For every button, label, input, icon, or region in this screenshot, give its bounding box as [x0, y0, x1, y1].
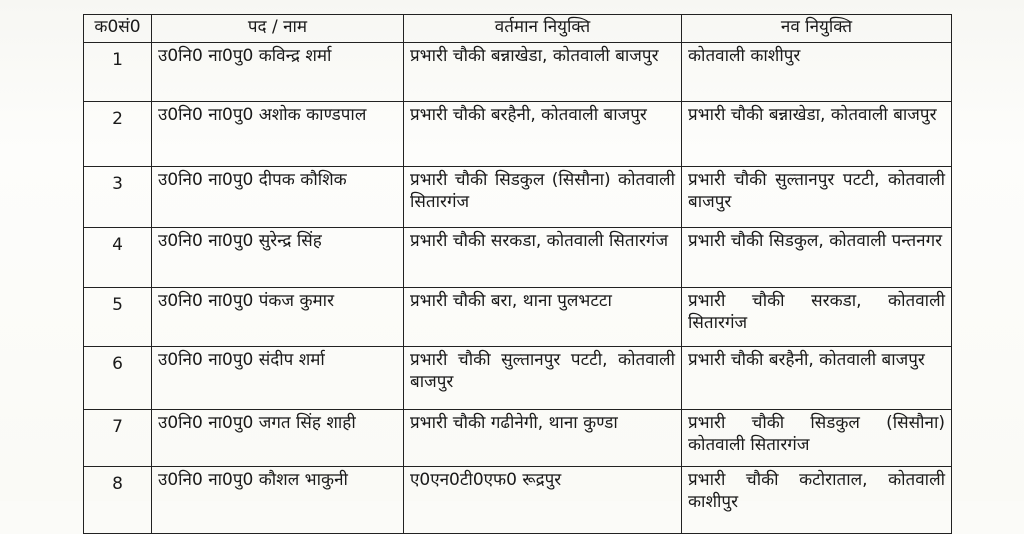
row-new-posting: प्रभारी चौकी कटोराताल, कोतवाली काशीपुर	[682, 467, 952, 534]
row-new-posting: कोतवाली काशीपुर	[682, 43, 952, 102]
row-current-posting: प्रभारी चौकी सिडकुल (सिसौना) कोतवाली सितारगंज	[404, 167, 682, 228]
row-new-posting: प्रभारी चौकी सुल्तानपुर पटटी, कोतवाली बाजपुर	[682, 167, 952, 228]
table-row	[84, 228, 952, 288]
row-current-posting: ए0एन0टी0एफ0 रूद्रपुर	[404, 467, 682, 534]
row-serial: 8	[84, 467, 152, 534]
row-name: उ0नि0 ना0पु0 अशोक काण्डपाल	[152, 102, 404, 167]
row-current-posting: प्रभारी चौकी गढीनेगी, थाना कुण्डा	[404, 410, 682, 467]
row-current-posting: प्रभारी चौकी बन्नाखेडा, कोतवाली बाजपुर	[404, 43, 682, 102]
header-new-posting: नव नियुक्ति	[682, 15, 952, 43]
row-name: उ0नि0 ना0पु0 कविन्द्र शर्मा	[152, 43, 404, 102]
row-name: उ0नि0 ना0पु0 सुरेन्द्र सिंह	[152, 228, 404, 288]
table-row	[84, 288, 952, 347]
table-row	[84, 410, 952, 467]
row-name: उ0नि0 ना0पु0 पंकज कुमार	[152, 288, 404, 347]
row-serial: 6	[84, 347, 152, 410]
header-serial: क0सं0	[84, 15, 152, 43]
row-serial: 5	[84, 288, 152, 347]
row-name: उ0नि0 ना0पु0 जगत सिंह शाही	[152, 410, 404, 467]
row-current-posting: प्रभारी चौकी सरकडा, कोतवाली सितारगंज	[404, 228, 682, 288]
row-serial: 3	[84, 167, 152, 228]
table-row	[84, 102, 952, 167]
table-header-row	[84, 15, 952, 43]
row-serial: 4	[84, 228, 152, 288]
row-new-posting: प्रभारी चौकी बरहैनी, कोतवाली बाजपुर	[682, 347, 952, 410]
row-serial: 7	[84, 410, 152, 467]
row-new-posting: प्रभारी चौकी सरकडा, कोतवाली सितारगंज	[682, 288, 952, 347]
header-name: पद / नाम	[152, 15, 404, 43]
row-name: उ0नि0 ना0पु0 संदीप शर्मा	[152, 347, 404, 410]
table-row	[84, 347, 952, 410]
row-current-posting: प्रभारी चौकी बरहैनी, कोतवाली बाजपुर	[404, 102, 682, 167]
header-current-posting: वर्तमान नियुक्ति	[404, 15, 682, 43]
row-serial: 2	[84, 102, 152, 167]
row-new-posting: प्रभारी चौकी सिडकुल (सिसौना) कोतवाली सितारगंज	[682, 410, 952, 467]
table-row	[84, 167, 952, 228]
row-name: उ0नि0 ना0पु0 दीपक कौशिक	[152, 167, 404, 228]
row-serial: 1	[84, 43, 152, 102]
row-name: उ0नि0 ना0पु0 कौशल भाकुनी	[152, 467, 404, 534]
row-new-posting: प्रभारी चौकी सिडकुल, कोतवाली पन्तनगर	[682, 228, 952, 288]
table-row	[84, 467, 952, 534]
row-current-posting: प्रभारी चौकी सुल्तानपुर पटटी, कोतवाली बाजपुर	[404, 347, 682, 410]
transfer-table	[83, 14, 952, 534]
row-current-posting: प्रभारी चौकी बरा, थाना पुलभटटा	[404, 288, 682, 347]
row-new-posting: प्रभारी चौकी बन्नाखेडा, कोतवाली बाजपुर	[682, 102, 952, 167]
table-row	[84, 43, 952, 102]
